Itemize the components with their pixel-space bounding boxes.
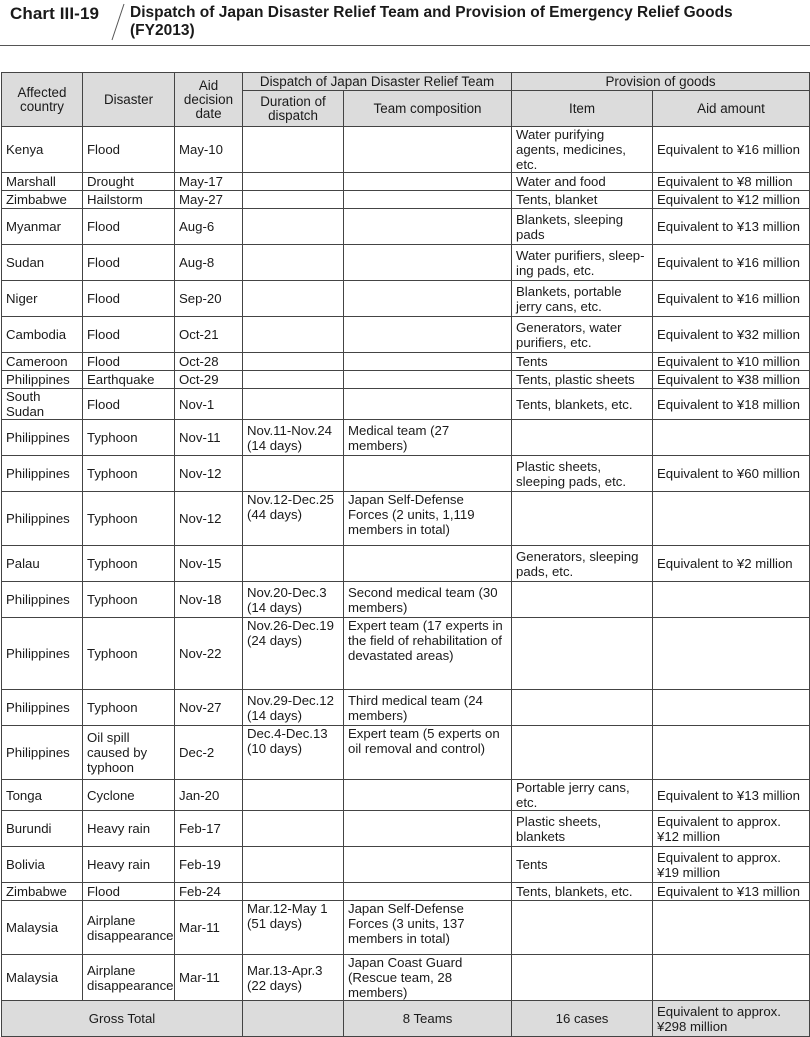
cell-amount: Equivalent to approx. ¥12 million (653, 811, 810, 847)
cell-disaster: Flood (83, 883, 175, 901)
total-label: Gross Total (2, 1001, 243, 1037)
header-date: Aid decision date (175, 73, 243, 127)
cell-amount (653, 726, 810, 780)
table-row (2, 847, 810, 883)
cell-amount (653, 420, 810, 456)
relief-table (1, 72, 810, 1037)
table-row (2, 191, 810, 209)
cell-amount (653, 618, 810, 690)
cell-date: May-17 (175, 173, 243, 191)
cell-team (344, 883, 512, 901)
cell-country: Philippines (2, 726, 83, 780)
cell-item (512, 582, 653, 618)
cell-team (344, 281, 512, 317)
table-body (2, 127, 810, 1001)
table-row (2, 726, 810, 780)
cell-amount: Equivalent to ¥32 million (653, 317, 810, 353)
cell-date: Nov-18 (175, 582, 243, 618)
cell-team: Japan Coast Guard (Rescue team, 28 members) (344, 955, 512, 1001)
total-teams: 8 Teams (344, 1001, 512, 1037)
table-row (2, 582, 810, 618)
cell-date: Aug-6 (175, 209, 243, 245)
cell-duration (243, 847, 344, 883)
cell-duration: Nov.26-Dec.19 (24 days) (243, 618, 344, 690)
cell-amount: Equivalent to ¥8 million (653, 173, 810, 191)
cell-amount (653, 955, 810, 1001)
cell-country: Philippines (2, 371, 83, 389)
cell-disaster: Flood (83, 317, 175, 353)
cell-amount (653, 492, 810, 546)
cell-duration (243, 317, 344, 353)
table-row (2, 546, 810, 582)
cell-item: Tents, blankets, etc. (512, 883, 653, 901)
cell-date: Sep-20 (175, 281, 243, 317)
cell-item: Blankets, sleeping pads (512, 209, 653, 245)
cell-date: Nov-22 (175, 618, 243, 690)
cell-country: Cambodia (2, 317, 83, 353)
cell-team (344, 546, 512, 582)
cell-duration (243, 456, 344, 492)
table-row (2, 281, 810, 317)
cell-country: Philippines (2, 690, 83, 726)
header-country: Affected country (2, 73, 83, 127)
header-duration: Duration of dispatch (243, 91, 344, 127)
cell-disaster: Typhoon (83, 420, 175, 456)
cell-team (344, 191, 512, 209)
header-team: Team composition (344, 91, 512, 127)
cell-country: Zimbabwe (2, 883, 83, 901)
cell-date: Aug-8 (175, 245, 243, 281)
cell-date: Oct-28 (175, 353, 243, 371)
cell-item (512, 901, 653, 955)
cell-date: Nov-15 (175, 546, 243, 582)
cell-item: Tents, plastic sheets (512, 371, 653, 389)
cell-duration (243, 371, 344, 389)
cell-country: Philippines (2, 618, 83, 690)
cell-duration (243, 245, 344, 281)
cell-amount: Equivalent to ¥13 million (653, 883, 810, 901)
cell-amount: Equivalent to ¥12 million (653, 191, 810, 209)
header-disaster: Disaster (83, 73, 175, 127)
cell-item (512, 690, 653, 726)
cell-country: Philippines (2, 492, 83, 546)
cell-date: May-10 (175, 127, 243, 173)
cell-amount: Equivalent to ¥38 million (653, 371, 810, 389)
cell-date: Feb-19 (175, 847, 243, 883)
cell-country: Myanmar (2, 209, 83, 245)
cell-disaster: Typhoon (83, 582, 175, 618)
table-row (2, 811, 810, 847)
chart-label: Chart III-19 (10, 4, 100, 23)
cell-amount: Equivalent to approx. ¥19 million (653, 847, 810, 883)
cell-team (344, 371, 512, 389)
total-cases: 16 cases (512, 1001, 653, 1037)
cell-disaster: Flood (83, 209, 175, 245)
table-row (2, 901, 810, 955)
cell-disaster: Drought (83, 173, 175, 191)
cell-disaster: Hailstorm (83, 191, 175, 209)
cell-disaster: Typhoon (83, 492, 175, 546)
cell-country: Bolivia (2, 847, 83, 883)
cell-date: Nov-11 (175, 420, 243, 456)
cell-item: Generators, sleeping pads, etc. (512, 546, 653, 582)
cell-item (512, 618, 653, 690)
table-row (2, 389, 810, 420)
cell-disaster: Cyclone (83, 780, 175, 811)
cell-item (512, 420, 653, 456)
cell-team (344, 317, 512, 353)
cell-country: Tonga (2, 780, 83, 811)
header-amount: Aid amount (653, 91, 810, 127)
cell-team: Expert team (17 experts in the field of rehabilitation of devastated areas) (344, 618, 512, 690)
cell-date: Jan-20 (175, 780, 243, 811)
cell-country: Cameroon (2, 353, 83, 371)
cell-disaster: Heavy rain (83, 847, 175, 883)
table-row (2, 690, 810, 726)
cell-date: Dec-2 (175, 726, 243, 780)
cell-item (512, 492, 653, 546)
total-amount: Equivalent to approx. ¥298 million (653, 1001, 810, 1037)
cell-amount: Equivalent to ¥10 million (653, 353, 810, 371)
cell-disaster: Heavy rain (83, 811, 175, 847)
table-row (2, 456, 810, 492)
cell-duration (243, 780, 344, 811)
table-row (2, 492, 810, 546)
cell-amount: Equivalent to ¥16 million (653, 127, 810, 173)
cell-country: Kenya (2, 127, 83, 173)
cell-item: Generators, water purifiers, etc. (512, 317, 653, 353)
header-goods-group: Provision of goods (512, 73, 810, 91)
cell-amount (653, 582, 810, 618)
cell-team (344, 173, 512, 191)
cell-duration (243, 209, 344, 245)
table-row (2, 127, 810, 173)
cell-date: May-27 (175, 191, 243, 209)
total-duration-empty (243, 1001, 344, 1037)
cell-team: Japan Self-Defense Forces (3 units, 137 members in total) (344, 901, 512, 955)
table-row (2, 353, 810, 371)
cell-country: Philippines (2, 456, 83, 492)
header-item: Item (512, 91, 653, 127)
cell-item: Tents, blankets, etc. (512, 389, 653, 420)
cell-country: Niger (2, 281, 83, 317)
cell-item: Plastic sheets, blankets (512, 811, 653, 847)
cell-duration (243, 173, 344, 191)
cell-country: Marshall (2, 173, 83, 191)
cell-duration: Nov.29-Dec.12 (14 days) (243, 690, 344, 726)
cell-team (344, 389, 512, 420)
cell-amount: Equivalent to ¥13 million (653, 780, 810, 811)
table-row (2, 371, 810, 389)
cell-disaster: Flood (83, 353, 175, 371)
cell-item: Water purifiers, sleep-ing pads, etc. (512, 245, 653, 281)
cell-date: Nov-12 (175, 456, 243, 492)
cell-disaster: Flood (83, 281, 175, 317)
cell-amount: Equivalent to ¥60 million (653, 456, 810, 492)
cell-amount (653, 690, 810, 726)
cell-country: Philippines (2, 420, 83, 456)
cell-item: Blankets, portable jerry cans, etc. (512, 281, 653, 317)
cell-team (344, 209, 512, 245)
table-row (2, 420, 810, 456)
cell-date: Nov-12 (175, 492, 243, 546)
title-line-1: Dispatch of Japan Disaster Relief Team and Provision of Emergency Relief Goods (130, 4, 733, 21)
cell-amount: Equivalent to ¥18 million (653, 389, 810, 420)
cell-team (344, 847, 512, 883)
cell-disaster: Flood (83, 389, 175, 420)
cell-duration (243, 353, 344, 371)
chart-title (130, 4, 800, 40)
cell-amount (653, 901, 810, 955)
cell-item: Tents (512, 353, 653, 371)
cell-country: Burundi (2, 811, 83, 847)
table-row (2, 955, 810, 1001)
cell-amount: Equivalent to ¥2 million (653, 546, 810, 582)
cell-team: Second medical team (30 members) (344, 582, 512, 618)
cell-duration (243, 546, 344, 582)
cell-item: Water purifying agents, medicines, etc. (512, 127, 653, 173)
cell-date: Oct-21 (175, 317, 243, 353)
cell-disaster: Typhoon (83, 546, 175, 582)
cell-team (344, 780, 512, 811)
cell-disaster: Airplane disappearance (83, 901, 175, 955)
cell-date: Nov-27 (175, 690, 243, 726)
header-dispatch-group: Dispatch of Japan Disaster Relief Team (243, 73, 512, 91)
cell-team: Third medical team (24 members) (344, 690, 512, 726)
table-row (2, 245, 810, 281)
cell-team (344, 127, 512, 173)
cell-date: Feb-17 (175, 811, 243, 847)
cell-team (344, 353, 512, 371)
cell-duration: Dec.4-Dec.13 (10 days) (243, 726, 344, 780)
cell-team: Medical team (27 members) (344, 420, 512, 456)
cell-disaster: Oil spill caused by typhoon (83, 726, 175, 780)
cell-duration: Nov.12-Dec.25 (44 days) (243, 492, 344, 546)
cell-team: Expert team (5 experts on oil removal and control) (344, 726, 512, 780)
cell-item: Tents, blanket (512, 191, 653, 209)
cell-duration: Mar.13-Apr.3 (22 days) (243, 955, 344, 1001)
cell-item: Portable jerry cans, etc. (512, 780, 653, 811)
cell-amount: Equivalent to ¥16 million (653, 281, 810, 317)
cell-country: Malaysia (2, 901, 83, 955)
cell-disaster: Earthquake (83, 371, 175, 389)
cell-country: Philippines (2, 582, 83, 618)
cell-country: Zimbabwe (2, 191, 83, 209)
table-row (2, 173, 810, 191)
table-row (2, 618, 810, 690)
cell-country: South Sudan (2, 389, 83, 420)
table-row (2, 209, 810, 245)
table-row (2, 317, 810, 353)
cell-duration (243, 811, 344, 847)
cell-team (344, 456, 512, 492)
table-row (2, 780, 810, 811)
table-row (2, 883, 810, 901)
cell-team: Japan Self-Defense Forces (2 units, 1,119 members in total) (344, 492, 512, 546)
cell-duration (243, 127, 344, 173)
cell-country: Palau (2, 546, 83, 582)
cell-duration (243, 281, 344, 317)
cell-duration: Nov.20-Dec.3 (14 days) (243, 582, 344, 618)
title-line-2: (FY2013) (130, 22, 195, 39)
cell-date: Nov-1 (175, 389, 243, 420)
cell-disaster: Airplane disappearance (83, 955, 175, 1001)
cell-country: Sudan (2, 245, 83, 281)
cell-disaster: Typhoon (83, 690, 175, 726)
cell-team (344, 811, 512, 847)
cell-item (512, 726, 653, 780)
cell-duration: Mar.12-May 1 (51 days) (243, 901, 344, 955)
cell-item: Tents (512, 847, 653, 883)
cell-date: Oct-29 (175, 371, 243, 389)
cell-duration (243, 191, 344, 209)
cell-team (344, 245, 512, 281)
cell-duration (243, 389, 344, 420)
divider-slash (106, 2, 128, 42)
cell-duration (243, 883, 344, 901)
total-row (2, 1001, 810, 1037)
header-rule (0, 45, 810, 46)
cell-date: Mar-11 (175, 901, 243, 955)
cell-item: Water and food (512, 173, 653, 191)
cell-item (512, 955, 653, 1001)
chart-header (0, 0, 810, 46)
cell-item: Plastic sheets, sleeping pads, etc. (512, 456, 653, 492)
cell-duration: Nov.11-Nov.24 (14 days) (243, 420, 344, 456)
cell-disaster: Flood (83, 245, 175, 281)
cell-country: Malaysia (2, 955, 83, 1001)
cell-disaster: Typhoon (83, 456, 175, 492)
cell-disaster: Typhoon (83, 618, 175, 690)
cell-amount: Equivalent to ¥16 million (653, 245, 810, 281)
cell-amount: Equivalent to ¥13 million (653, 209, 810, 245)
cell-disaster: Flood (83, 127, 175, 173)
cell-date: Feb-24 (175, 883, 243, 901)
cell-date: Mar-11 (175, 955, 243, 1001)
